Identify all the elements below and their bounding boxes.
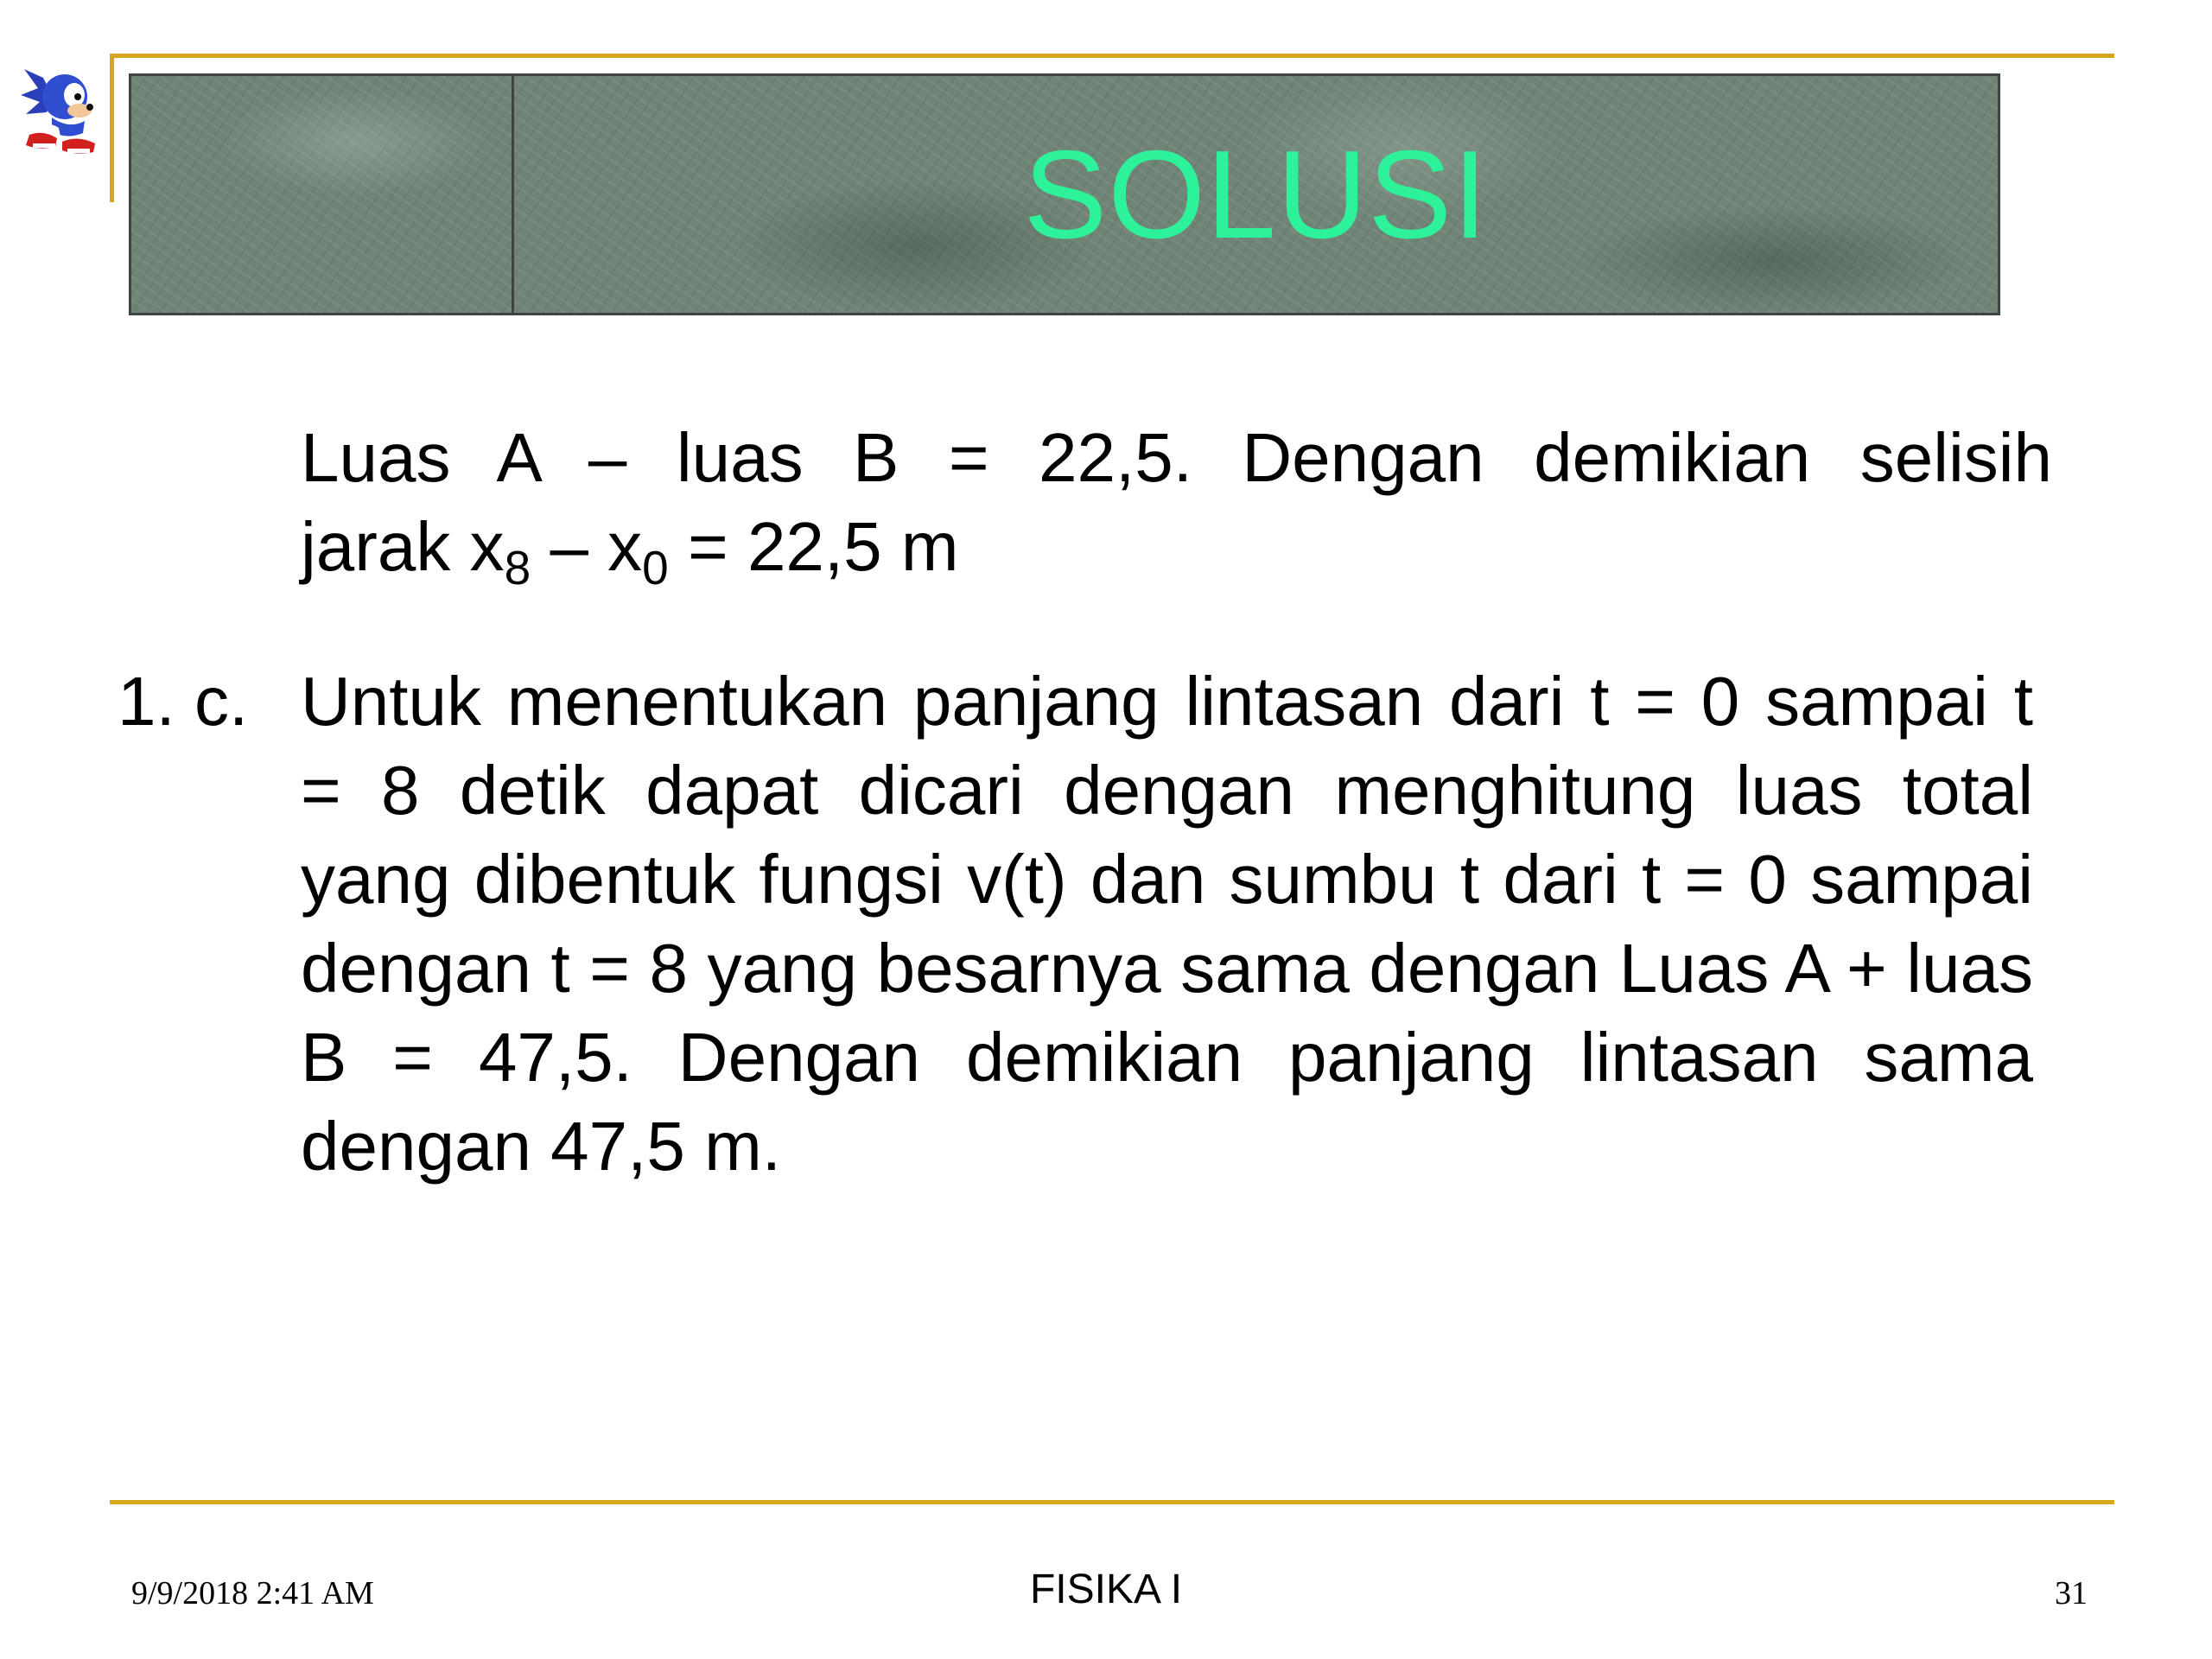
item-label: 1. c. <box>118 663 249 740</box>
hedgehog-mascot-icon <box>17 60 108 156</box>
text-segment: – x <box>531 508 643 585</box>
footer-title: FISIKA I <box>1029 1567 1183 1612</box>
title-banner <box>129 73 2000 315</box>
top-rule <box>110 54 2114 58</box>
subscript: 8 <box>504 541 531 594</box>
subscript: 0 <box>642 541 669 594</box>
paragraph-path-length: Untuk menentukan panjang lintasan dari t = 0 sampai t = 8 detik dapat dicari dengan menghitung luas total yang dibentuk fungsi v(t) dan sumbu t dari t = 0 sampai dengan t = 8 yang besarnya sama dengan Luas A + luas B = 47,5. Dengan demikian panjang lintasan sama dengan 47,5 m. <box>301 663 2033 1185</box>
footer-date: 9/9/2018 2:41 AM <box>131 1575 374 1611</box>
paragraph-line-2 <box>301 502 2052 594</box>
left-rule <box>110 54 114 202</box>
text-segment: = 22,5 m <box>668 508 959 585</box>
bottom-rule <box>110 1500 2114 1504</box>
text-segment: jarak x <box>301 508 505 585</box>
slide-title: SOLUSI <box>1023 124 1489 264</box>
footer-page-number: 31 <box>2055 1575 2088 1611</box>
paragraph-line-1: Luas A – luas B = 22,5. Dengan demikian selisih <box>301 419 2052 496</box>
paragraph-area-difference <box>301 413 2052 594</box>
